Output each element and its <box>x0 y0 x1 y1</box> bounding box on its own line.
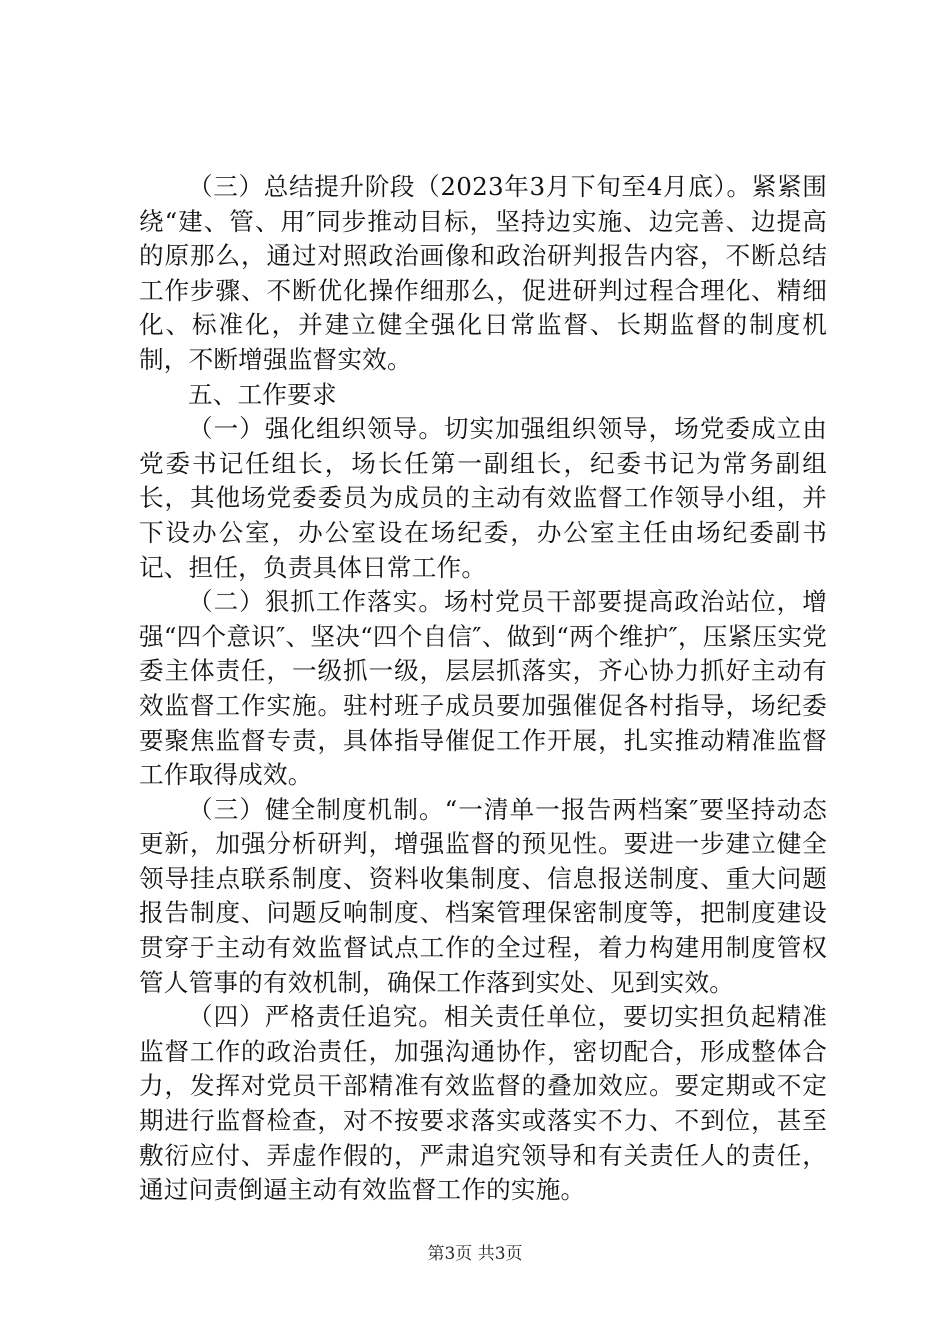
paragraph-organization-leadership: （一）强化组织领导。切实加强组织领导，场党委成立由党委书记任组长，场长任第一副组长，纪委书记为常务副组长，其他场党委委员为成员的主动有效监督工作领导小组，并下设办公室，办公室设在场纪委，办公室主任由场纪委副书记、担任，负责具体日常工作。 <box>139 414 827 582</box>
section-heading-work-requirements: 五、工作要求 <box>188 379 337 409</box>
paragraph-summary-stage: （三）总结提升阶段（2023年3月下旬至4月底）。紧紧围绕“建、管、用″同步推动目标，坚持边实施、边完善、边提高的原那么，通过对照政治画像和政治研判报告内容，不断总结工作步骤、不断优化操作细那么，促进研判过程合理化、精细化、标准化，并建立健全强化日常监督、长期监督的制度机制，不断增强监督实效。 <box>139 172 827 374</box>
paragraph-work-implementation: （二）狠抓工作落实。场村党员干部要提高政治站位，增强“四个意识″、坚决“四个自信″、做到“两个维护″，压紧压实党委主体责任，一级抓一级，层层抓落实，齐心协力抓好主动有效监督工作实施。驻村班子成员要加强催促各村指导，场纪委要聚焦监督专责，具体指导催促工作开展，扎实推动精准监督工作取得成效。 <box>139 587 827 790</box>
paragraph-accountability: （四）严格责任追究。相关责任单位，要切实担负起精准监督工作的政治责任，加强沟通协作，密切配合，形成整体合力，发挥对党员干部精准有效监督的叠加效应。要定期或不定期进行监督检查，对不按要求落实或落实不力、不到位，甚至敷衍应付、弄虚作假的，严肃追究领导和有关责任人的责任，通过问责倒逼主动有效监督工作的实施。 <box>139 1002 827 1205</box>
document-body <box>139 170 827 1208</box>
paragraph-system-mechanism: （三）健全制度机制。“一清单一报告两档案″要坚持动态更新，加强分析研判，增强监督的预见性。要进一步建立健全领导挂点联系制度、资料收集制度、信息报送制度、重大问题报告制度、问题反响制度、档案管理保密制度等，把制度建设贯穿于主动有效监督试点工作的全过程，着力构建用制度管权管人管事的有效机制，确保工作落到实处、见到实效。 <box>139 794 827 997</box>
page-footer: 第3页 共3页 <box>427 1244 523 1264</box>
